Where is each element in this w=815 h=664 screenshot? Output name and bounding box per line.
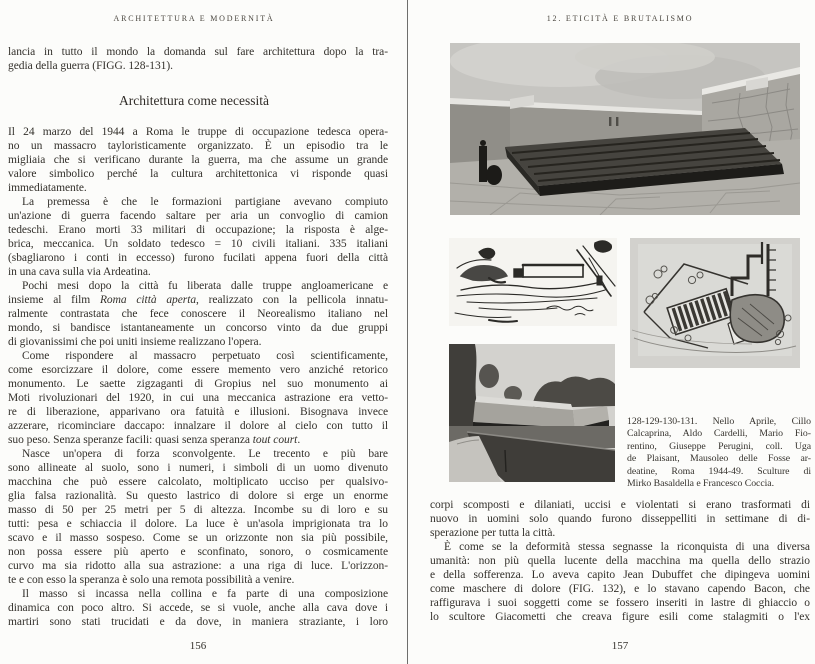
text-line: migliaia che si verificano durante la guerra, ma che assume un grande [8, 154, 388, 166]
text-line: te e con esso la speranza è solo una remota possibilità a venire. [8, 574, 295, 586]
text-line: glia falsa razionalità. Su questo lastrico di dolore si erge un enorme [8, 490, 388, 502]
text-line: umanità: non più quella lucente della macchina ma quella dello strazio [430, 555, 810, 567]
text-line: Come rispondere al massacro perpetuato così scientificamente, [22, 350, 388, 362]
paragraph [8, 45, 388, 73]
figure-site-plan [630, 238, 800, 368]
figure-caption [627, 416, 811, 490]
courtyard-drawing-art [450, 43, 800, 215]
intro-continuation [8, 45, 388, 73]
paragraph [8, 349, 388, 447]
paragraph [8, 195, 388, 279]
text-line: di giovanissimi che poi uniti insieme realizzano l'opera. [8, 336, 262, 348]
pole [505, 450, 506, 472]
text-line: scavo e il masso sospeso. Come se un orizzonte non sia più possibile, [8, 532, 388, 544]
text-line: raffigurava i suoi soggetti come se fossero inseriti in lastre di ghiaccio o [430, 597, 810, 609]
text-line: gedia della guerra (FIGG. 128-131). [8, 60, 173, 72]
text-line: monumento. Le saette zigzaganti di Gropius nel suo monumento ai [8, 378, 388, 390]
text-line: La premessa è che le formazioni partigiane avevano compiuto [22, 196, 388, 208]
figure-courtyard-drawing [450, 43, 800, 215]
text-line: in una cava sulla via Ardeatina. [8, 266, 151, 278]
ink-sketch-art [449, 238, 617, 326]
text-line: rentino, Giuseppe Perugini, coll. Uga [627, 440, 811, 452]
text-line: tedeschi. Erano morti 33 militari di occupazione; la risposta è alge- [8, 224, 388, 236]
text-line: corpi scomposti e dilaniati, uccisi e violentati si erano trasformati di [430, 499, 810, 511]
text-line: sperazione per tutta la città. [430, 527, 556, 539]
text-line: un'azione di guerra facendo saltare per aria un convoglio di camion [8, 210, 388, 222]
text-line: come maschere di dolore (FIG. 132), e lo stavano capendo Bacon, che [430, 583, 810, 595]
text-line: masso di 50 per 25 metri per 5 di altezza. Incombe su di loro e su [8, 504, 388, 516]
text-line: lo scultore Giacometti che creava figure esili come stalagmiti o l'ex [430, 611, 810, 623]
text-line: mondo, si bandisce istantaneamente un concorso vinto da due gruppi [8, 322, 388, 334]
text-line: lancia in tutto il mondo la domanda sul fare architettura dopo la tra- [8, 46, 388, 58]
text-line: re di liberazione, apparivano ora fatuità e illusioni. Bisognava invece [8, 406, 388, 418]
text-line: deatine, Roma 1944-49. Sculture di [627, 465, 811, 477]
running-head-left: ARCHITETTURA E MODERNITÀ [113, 14, 275, 23]
text-line: valore simbolico perché la cultura architettonica vi risponde quasi [8, 168, 388, 180]
text-line: non possa essere più aperto e sconfinato, sonoro, o cosmicamente [8, 546, 388, 558]
text-line: tutti: pesa e schiaccia il dolore. La luce è un'asola imprigionata tra lo [8, 518, 388, 530]
page-number-left: 156 [189, 640, 207, 652]
text-line: macchina che può essere calcolato, moltiplicato ucciso per qualsivo- [8, 476, 388, 488]
text-line: Pochi mesi dopo la città fu liberata dalle truppe angloamericane e [22, 280, 388, 292]
text-line: ralmente contrastata che fece conoscere il Neorealismo italiano nel [8, 308, 388, 320]
section-heading: Architettura come necessità [119, 93, 269, 108]
text-line: nuovo in uomini solo quando furono disseppelliti in settimane di di- [430, 513, 810, 525]
paragraph [430, 540, 810, 624]
paragraph [8, 279, 388, 349]
text-line: martiri sono stati trucidati e da dove, in maniera straziante, i loro [8, 616, 388, 628]
text-line: e della sofferenza. Lo aveva capito Jean Dubuffet che dipingeva uomini [430, 569, 810, 581]
text-line: 128-129-130-131. Nello Aprile, Cillo [627, 416, 811, 427]
text-line: sono allineate al suolo, sono i numeri, i simboli di un uomo divenuto [8, 462, 388, 474]
right-body-text [430, 498, 810, 624]
figure-ink-sketch [449, 238, 617, 326]
page-number-right: 157 [611, 640, 629, 652]
left-body-text [8, 125, 388, 629]
text-line: curvo ma sia ridotto alla sua astrazione: a una riga di luce. L'orizzon- [8, 560, 388, 572]
paragraph [627, 416, 811, 490]
paragraph [8, 125, 388, 195]
left-page [0, 0, 407, 664]
paragraph [8, 587, 388, 629]
text-line: Moti rivoluzionari del 1920, in cui una meccanica astrazione era vetto- [8, 392, 388, 404]
paragraph [430, 498, 810, 540]
text-line: azzerare, ricominciare daccapo: innalzare il dolore al cielo con tutto il [8, 420, 388, 432]
text-line: dinamica con poco altro. Si accede, se si vuole, anche alla cava dove i [8, 602, 388, 614]
figure-photograph [449, 344, 615, 482]
text-line: Nasce un'opera di forza sconvolgente. Le trecento e più bare [22, 448, 388, 460]
text-line: immediatamente. [8, 182, 87, 194]
text-line: Il masso si incassa nella collina e fa parte di una composizione [22, 588, 388, 600]
site-plan-art [630, 238, 800, 368]
right-page [408, 0, 815, 664]
text-line: È come se la deformità stessa segnasse la riconquista di una diversa [444, 541, 810, 553]
text-line: de Plaisant, Mausoleo delle Fosse ar- [627, 453, 811, 465]
text-line: brica, meccanica. Un soldato tedesco = 10 civili italiani. 335 italiani [8, 238, 388, 250]
text-line: insieme al film Roma città aperta, realizzato con la pellicola innatu- [8, 294, 388, 306]
text-line: no un massacro tayloristicamente organizzato. È un episodio tra le [8, 140, 388, 152]
photograph-art [449, 344, 615, 482]
text-line: (sbagliarono i conti in eccesso) furono fucilati appena fuori della città [8, 252, 388, 264]
text-line: Mirko Basaldella e Francesco Coccia. [627, 478, 775, 490]
text-line: Calcaprina, Aldo Cardelli, Mario Fio- [627, 428, 811, 440]
paragraph [8, 447, 388, 587]
text-line: suo peso. Senza speranze facili: quasi senza speranza tout court. [8, 434, 301, 446]
text-line: come esorcizzare il dolore, come essere memento vero anziché retorico [8, 364, 388, 376]
running-head-right: 12. ETICITÀ E BRUTALISMO [546, 14, 694, 23]
text-line: Il 24 marzo del 1944 a Roma le truppe di occupazione tedesca opera- [8, 126, 388, 138]
